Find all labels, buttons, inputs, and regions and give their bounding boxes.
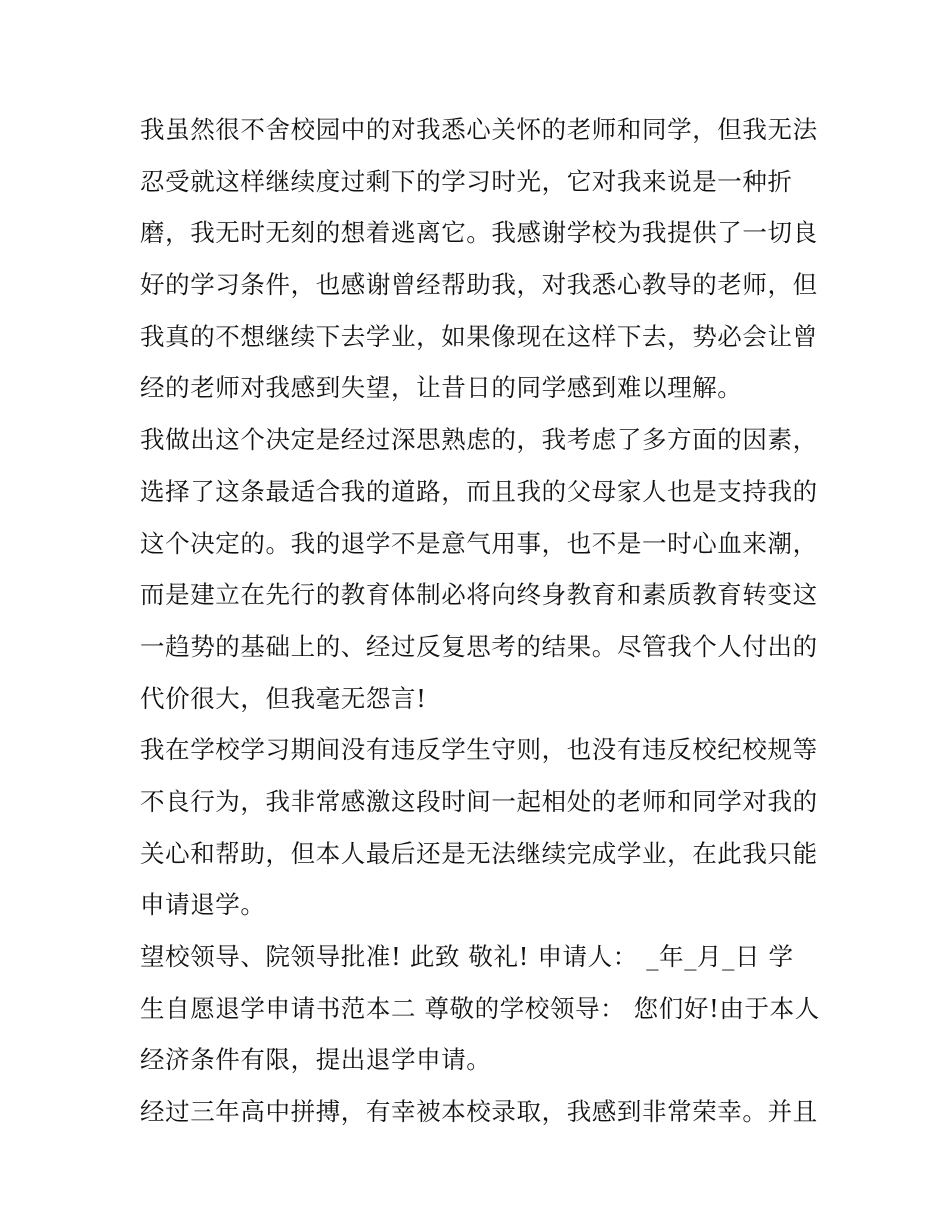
text-line-15: 关心和帮助，但本人最后还是无法继续完成学业，在此我只能 [140,838,818,868]
text-line-1: 我虽然很不舍校园中的对我悉心关怀的老师和同学，但我无法 [140,115,818,144]
text-line-5: 我真的不想继续下去学业，如果像现在这样下去，势必会让曾 [140,321,818,351]
text-line-7: 我做出这个决定是经过深思熟虑的，我考虑了多方面的因素， [140,425,818,455]
text-line-4: 好的学习条件，也感谢曾经帮助我，对我悉心教导的老师，但 [140,270,818,300]
text-line-18: 生自愿退学申请书范本二 尊敬的学校领导： 您们好!由于本人 [140,993,820,1023]
text-line-10: 而是建立在先行的教育体制必将向终身教育和素质教育转变这 [140,580,818,610]
text-line-16: 申请退学。 [140,890,266,920]
text-line-6: 经的老师对我感到失望，让昔日的同学感到难以理解。 [140,373,743,403]
text-line-2: 忍受就这样继续度过剩下的学习时光，它对我来说是一种折 [140,166,793,196]
text-line-3: 磨，我无时无刻的想着逃离它。我感谢学校为我提供了一切良 [140,218,818,248]
text-line-9: 这个决定的。我的退学不是意气用事，也不是一时心血来潮， [140,528,818,558]
text-line-17: 望校领导、院领导批准! 此致 敬礼! 申请人： _年_月_日 学 [140,942,794,971]
text-line-8: 选择了这条最适合我的道路，而且我的父母家人也是支持我的 [140,476,818,506]
text-line-13: 我在学校学习期间没有违反学生守则，也没有违反校纪校规等 [140,735,818,765]
document-body [140,104,820,1138]
text-line-12: 代价很大，但我毫无怨言! [140,683,427,713]
text-line-14: 不良行为，我非常感激这段时间一起相处的老师和同学对我的 [140,786,818,816]
text-line-11: 一趋势的基础上的、经过反复思考的结果。尽管我个人付出的 [140,631,818,661]
text-line-20: 经过三年高中拼搏，有幸被本校录取，我感到非常荣幸。并且 [140,1097,818,1127]
text-line-19: 经济条件有限，提出退学申请。 [140,1045,492,1075]
